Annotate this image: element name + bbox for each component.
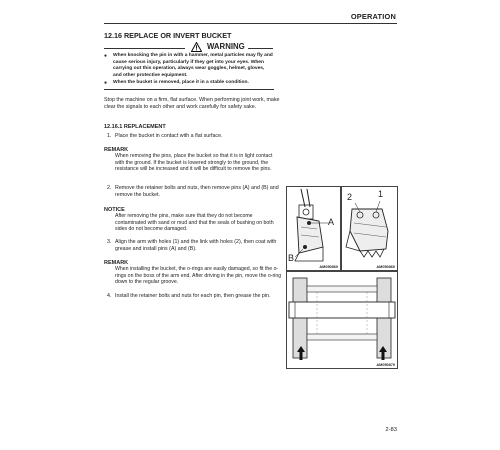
warning-list bbox=[104, 53, 274, 87]
warning-item: ● When the bucket is removed, place it in a stable condition. bbox=[104, 80, 274, 87]
warning-item: ● When knocking the pin in with a hammer, metal particles may fly and cause serious injury, particularly if they get into your eyes. When carrying out this operation, always wear goggles, helmet, gloves, and other protective equipment. bbox=[104, 53, 274, 79]
pin-section-illustration bbox=[287, 272, 397, 368]
bucket-arm-illustration bbox=[287, 187, 340, 270]
remark-title: REMARK bbox=[104, 260, 129, 266]
header-section-label: OPERATION bbox=[350, 12, 396, 21]
remark-body: When removing the pins, place the bucket so that it is in light contact with the ground. If the bucket is lowered strongly to the ground, the resistance will be increased and it will be difficult to remove the pins. bbox=[115, 153, 273, 173]
step-2 bbox=[107, 185, 282, 198]
step-text: Place the bucket in contact with a flat surface. bbox=[115, 133, 223, 139]
callout-label: A bbox=[328, 217, 335, 227]
warning-rule-bottom bbox=[104, 89, 274, 90]
remark-title: REMARK bbox=[104, 147, 129, 153]
figure-code: AM050860 bbox=[376, 265, 395, 269]
step-number: 2. bbox=[107, 185, 112, 191]
figure-pin-section bbox=[286, 271, 398, 369]
section-title: 12.16 REPLACE OR INVERT BUCKET bbox=[104, 31, 232, 40]
step-number: 1. bbox=[107, 133, 112, 139]
figure-bucket-holes bbox=[341, 186, 398, 271]
figure-code: AM050870 bbox=[376, 363, 395, 367]
notice-title: NOTICE bbox=[104, 207, 125, 213]
step-4 bbox=[107, 293, 282, 300]
step-3 bbox=[107, 239, 282, 252]
step-number: 3. bbox=[107, 239, 112, 245]
remark-body: When installing the bucket, the o-rings are easily damaged, so fit the o-rings on the boss of the arm end. After driving in the pin, move the o-ring down to the regular groove. bbox=[115, 266, 282, 286]
callout-label: 2 bbox=[347, 192, 353, 202]
warning-rule-right bbox=[248, 48, 273, 49]
subsection-title: 12.16.1 REPLACEMENT bbox=[104, 124, 166, 130]
notice-body: After removing the pins, make sure that they do not become contaminated with sand or mud and that the seals of bushing on both sides do not become damaged. bbox=[115, 213, 274, 233]
warning-label: WARNING bbox=[207, 42, 245, 51]
callout-label: B bbox=[288, 253, 295, 263]
header-rule bbox=[104, 23, 397, 24]
figure-bucket-arm bbox=[286, 186, 341, 271]
step-1 bbox=[107, 133, 277, 140]
figure-code: AM050860 bbox=[319, 265, 338, 269]
step-number: 4. bbox=[107, 293, 112, 299]
step-text: Remove the retainer bolts and nuts, then remove pins (A) and (B) and remove the bucket. bbox=[115, 185, 279, 198]
page-number: 2-83 bbox=[385, 427, 397, 433]
warning-rule-left bbox=[104, 48, 185, 49]
warning-triangle-icon bbox=[191, 42, 202, 52]
step-text: Install the retainer bolts and nuts for each pin, then grease the pin. bbox=[115, 293, 271, 299]
callout-label: 1 bbox=[378, 189, 384, 199]
step-text: Align the arm with holes (1) and the link with holes (2), then coat with grease and install pins (A) and (B). bbox=[115, 239, 277, 252]
intro-paragraph: Stop the machine on a firm, flat surface. When performing joint work, make clear the signals to each other and work carefully for safety sake. bbox=[104, 97, 280, 110]
